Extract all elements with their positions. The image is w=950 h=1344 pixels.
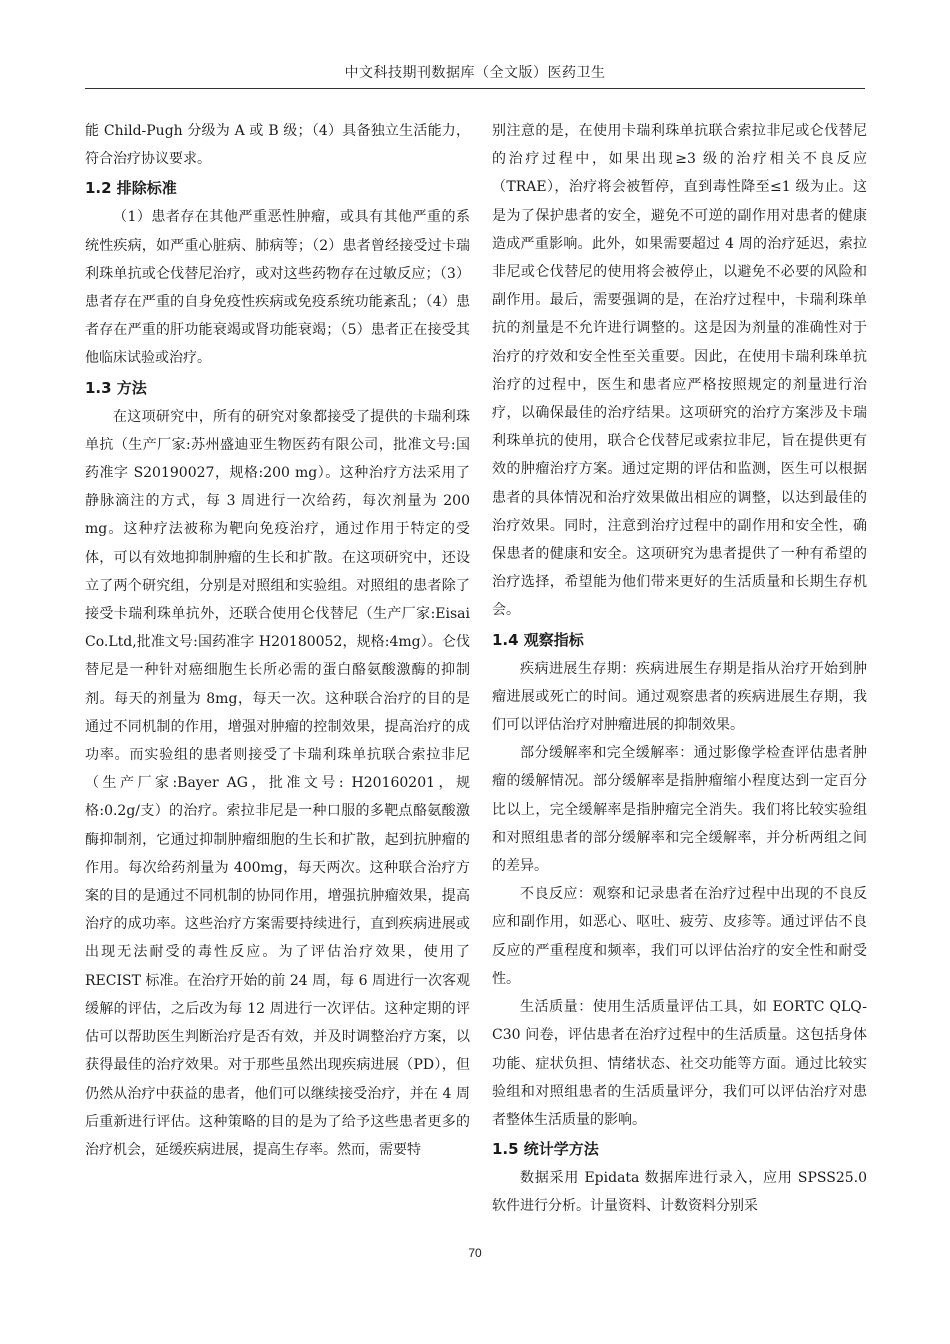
heading-exclusion-criteria: 1.2 排除标准 [85, 179, 177, 198]
paragraph-inclusion-continued: 能 Child-Pugh 分级为 A 或 B 级；（4）具备独立生活能力，符合治疗协议要求。 [85, 123, 470, 168]
paragraph-exclusion-criteria: （1）患者存在其他严重恶性肿瘤，或具有其他严重的系统性疾病，如严重心脏病、肺病等；（2）患者曾经接受过卡瑞利珠单抗或仑伐替尼治疗，或对这些药物存在过敏反应；（3）患者存在严重的自身免疫性疾病或免疫系统功能紊乱；（4）患者存在严重的肝功能衰竭或肾功能衰竭；（5）患者正在接受其他临床试验或治疗。 [85, 209, 470, 367]
heading-observation-indicators: 1.4 观察指标 [492, 630, 584, 649]
left-column [85, 117, 470, 1164]
journal-header: 中文科技期刊数据库（全文版）医药卫生 [344, 65, 606, 81]
paragraph-method: 在这项研究中，所有的研究对象都接受了提供的卡瑞利珠单抗（生产厂家:苏州盛迪亚生物医药有限公司，批准文号:国药准字 S20190027，规格:200 mg）。这种治疗方法采用了静脉滴注的方式，每 3 周进行一次给药，每次剂量为 200 mg。这种疗法被称为靶向免疫治疗，通过作用于特定的受体，可以有效地抑制肿瘤的生长和扩散。在这项研究中，还设立了两个研究组，分别是对照组和实验组。对照组的患者除了接受卡瑞利珠单抗外，还联合使用仑伐替尼（生产厂家:Eisai Co.Ltd,批准文号:国药准字 H20180052，规格:4mg）。仑伐替尼是一种针对癌细胞生长所必需的蛋白酪氨酸激酶的抑制剂。每天的剂量为 8mg，每天一次。这种联合治疗的目的是通过不同机制的作用，增强对肿瘤的控制效果，提高治疗的成功率。而实验组的患者则接受了卡瑞利珠单抗联合索拉非尼（生产厂家:Bayer AG，批准文号: H20160201，规格:0.2g/支）的治疗。索拉非尼是一种口服的多靶点酪氨酸激酶抑制剂，它通过抑制肿瘤细胞的生长和扩散，起到抗肿瘤的作用。每次给药剂量为 400mg，每天两次。这种联合治疗方案的目的是通过不同机制的协同作用，增强抗肿瘤效果，提高治疗的成功率。这些治疗方案需要持续进行，直到疾病进展或出现无法耐受的毒性反应。为了评估治疗效果，使用了 RECIST 标准。在治疗开始的前 24 周，每 6 周进行一次客观缓解的评估，之后改为每 12 周进行一次评估。这种定期的评估可以帮助医生判断治疗是否有效，并及时调整治疗方案，以获得最佳的治疗效果。对于那些虽然出现疾病进展（PD），但仍然从治疗中获益的患者，他们可以继续接受治疗，并在 4 周后重新进行评估。这种策略的目的是为了给予这些患者更多的治疗机会，延缓疾病进展，提高生存率。然而，需要特 [85, 408, 470, 1158]
paragraph-quality-of-life: 生活质量：使用生活质量评估工具，如 EORTC QLQ-C30 问卷，评估患者在治疗过程中的生活质量。这包括身体功能、症状负担、情绪状态、社交功能等方面。通过比较实验组和对照组患者的生活质量评分，我们可以评估治疗对患者整体生活质量的影响。 [492, 999, 867, 1128]
paragraph-progression-free-survival: 疾病进展生存期：疾病进展生存期是指从治疗开始到肿瘤进展或死亡的时间。通过观察患者的疾病进展生存期，我们可以评估治疗对肿瘤进展的抑制效果。 [492, 660, 867, 734]
paragraph-response-rate: 部分缓解率和完全缓解率：通过影像学检查评估患者肿瘤的缓解情况。部分缓解率是指肿瘤缩小程度达到一定百分比以上，完全缓解率是指肿瘤完全消失。我们将比较实验组和对照组患者的部分缓解率和完全缓解率，并分析两组之间的差异。 [492, 745, 867, 875]
right-column [492, 117, 867, 1221]
header-divider [85, 88, 865, 89]
paragraph-statistical-methods: 数据采用 Epidata 数据库进行录入，应用 SPSS25.0 软件进行分析。计量资料、计数资料分别采 [492, 1170, 867, 1215]
page-number: 70 [468, 1246, 482, 1260]
paragraph-method-continued: 别注意的是，在使用卡瑞利珠单抗联合索拉非尼或仑伐替尼的治疗过程中，如果出现≥3 级的治疗相关不良反应（TRAE），治疗将会被暂停，直到毒性降至≤1 级为止。这是为了保护患者的安全，避免不可逆的副作用对患者的健康造成严重影响。此外，如果需要超过 4 周的治疗延迟，索拉非尼或仑伐替尼的使用将会被停止，以避免不必要的风险和副作用。最后，需要强调的是，在治疗过程中，卡瑞利珠单抗的剂量是不允许进行调整的。这是因为剂量的准确性对于治疗的疗效和安全性至关重要。因此，在使用卡瑞利珠单抗治疗的过程中，医生和患者应严格按照规定的剂量进行治疗，以确保最佳的治疗结果。这项研究的治疗方案涉及卡瑞利珠单抗的使用，联合仑伐替尼或索拉非尼，旨在提供更有效的肿瘤治疗方案。通过定期的评估和监测，医生可以根据患者的具体情况和治疗效果做出相应的调整，以达到最佳的治疗效果。同时，注意到治疗过程中的副作用和安全性，确保患者的健康和安全。这项研究为患者提供了一种有希望的治疗选择，希望能为他们带来更好的生活质量和长期生存机会。 [492, 123, 867, 619]
heading-statistical-methods: 1.5 统计学方法 [492, 1140, 599, 1159]
heading-method: 1.3 方法 [85, 378, 147, 397]
paragraph-adverse-reactions: 不良反应：观察和记录患者在治疗过程中出现的不良反应和副作用，如恶心、呕吐、疲劳、皮疹等。通过评估不良反应的严重程度和频率，我们可以评估治疗的安全性和耐受性。 [492, 886, 867, 987]
